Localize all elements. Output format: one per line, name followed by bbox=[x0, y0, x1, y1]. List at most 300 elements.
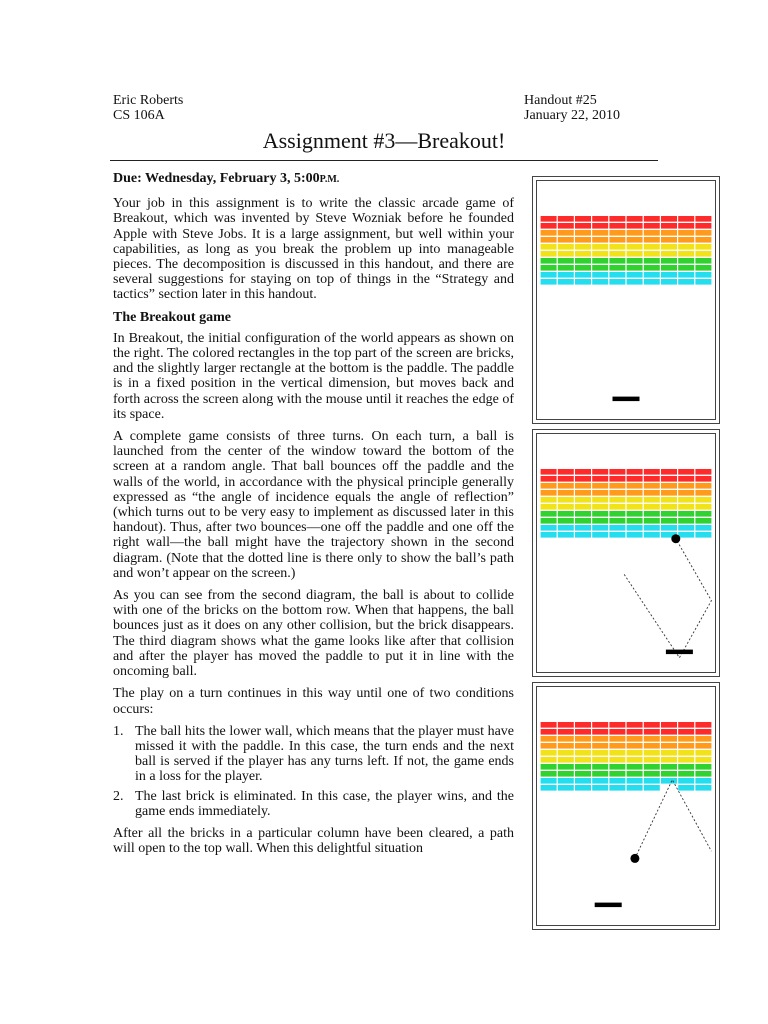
brick bbox=[592, 764, 608, 770]
brick bbox=[575, 743, 591, 749]
brick bbox=[678, 729, 694, 735]
brick bbox=[575, 251, 591, 257]
brick bbox=[592, 483, 608, 489]
brick bbox=[661, 476, 677, 482]
brick bbox=[558, 216, 574, 222]
game-canvas bbox=[537, 434, 715, 672]
brick bbox=[609, 525, 625, 531]
author-name: Eric Roberts bbox=[113, 93, 184, 108]
brick bbox=[575, 722, 591, 728]
brick bbox=[678, 244, 694, 250]
brick bbox=[575, 736, 591, 742]
brick bbox=[678, 258, 694, 264]
brick bbox=[627, 504, 643, 510]
brick bbox=[678, 237, 694, 243]
brick bbox=[558, 237, 574, 243]
brick bbox=[592, 743, 608, 749]
brick bbox=[541, 504, 557, 510]
brick bbox=[541, 237, 557, 243]
brick bbox=[644, 223, 660, 229]
brick bbox=[541, 216, 557, 222]
brick bbox=[661, 230, 677, 236]
brick bbox=[575, 223, 591, 229]
brick bbox=[678, 778, 694, 784]
brick bbox=[695, 265, 711, 271]
brick bbox=[695, 476, 711, 482]
list-number: 1. bbox=[113, 723, 124, 739]
brick bbox=[644, 729, 660, 735]
brick bbox=[541, 736, 557, 742]
list-text: The ball hits the lower wall, which means that the player must have missed it with the paddle. In this case, the turn ends and the next ball is served if the player has any turns left. If not, the game ends in a loss for the player. bbox=[135, 723, 514, 785]
diagram-frame bbox=[536, 180, 716, 420]
brick bbox=[592, 532, 608, 538]
brick bbox=[575, 518, 591, 524]
brick bbox=[695, 490, 711, 496]
brick bbox=[575, 511, 591, 517]
brick bbox=[541, 532, 557, 538]
paddle bbox=[666, 650, 693, 655]
brick bbox=[575, 230, 591, 236]
brick bbox=[592, 244, 608, 250]
brick bbox=[558, 251, 574, 257]
brick bbox=[661, 237, 677, 243]
brick bbox=[627, 511, 643, 517]
brick bbox=[644, 272, 660, 278]
title-divider bbox=[110, 160, 658, 161]
brick bbox=[541, 525, 557, 531]
brick bbox=[558, 736, 574, 742]
brick bbox=[592, 279, 608, 285]
brick bbox=[627, 778, 643, 784]
brick bbox=[558, 504, 574, 510]
brick bbox=[627, 490, 643, 496]
course-code: CS 106A bbox=[113, 108, 165, 123]
brick bbox=[575, 244, 591, 250]
brick bbox=[627, 750, 643, 756]
brick bbox=[661, 511, 677, 517]
brick bbox=[541, 518, 557, 524]
brick bbox=[678, 785, 694, 791]
brick bbox=[661, 469, 677, 475]
brick bbox=[627, 525, 643, 531]
ball-path bbox=[635, 780, 712, 859]
brick bbox=[541, 272, 557, 278]
list-item bbox=[113, 724, 514, 785]
brick bbox=[627, 743, 643, 749]
brick bbox=[627, 237, 643, 243]
brick bbox=[609, 265, 625, 271]
brick bbox=[609, 729, 625, 735]
brick bbox=[661, 258, 677, 264]
brick bbox=[661, 251, 677, 257]
brick bbox=[592, 272, 608, 278]
brick bbox=[609, 504, 625, 510]
brick bbox=[592, 722, 608, 728]
brick bbox=[695, 279, 711, 285]
brick bbox=[609, 778, 625, 784]
brick bbox=[558, 497, 574, 503]
brick bbox=[627, 258, 643, 264]
brick bbox=[661, 743, 677, 749]
brick bbox=[644, 230, 660, 236]
brick bbox=[644, 743, 660, 749]
brick bbox=[661, 729, 677, 735]
list-item bbox=[113, 789, 514, 819]
brick bbox=[627, 272, 643, 278]
brick bbox=[695, 511, 711, 517]
brick bbox=[644, 237, 660, 243]
brick bbox=[661, 490, 677, 496]
brick bbox=[695, 518, 711, 524]
brick bbox=[558, 490, 574, 496]
brick bbox=[558, 272, 574, 278]
brick bbox=[541, 476, 557, 482]
brick bbox=[644, 764, 660, 770]
brick bbox=[695, 230, 711, 236]
game-canvas bbox=[537, 181, 715, 419]
diagram-frame bbox=[536, 433, 716, 673]
brick bbox=[678, 230, 694, 236]
brick bbox=[592, 216, 608, 222]
paddle bbox=[595, 903, 622, 908]
due-date bbox=[113, 171, 514, 187]
ball-path bbox=[624, 539, 711, 658]
brick bbox=[541, 497, 557, 503]
brick bbox=[661, 265, 677, 271]
brick bbox=[661, 525, 677, 531]
brick bbox=[644, 476, 660, 482]
brick bbox=[644, 504, 660, 510]
brick bbox=[644, 736, 660, 742]
ball bbox=[630, 854, 639, 863]
brick bbox=[592, 504, 608, 510]
brick bbox=[661, 483, 677, 489]
header-right bbox=[524, 93, 620, 123]
brick bbox=[575, 272, 591, 278]
brick bbox=[592, 230, 608, 236]
brick bbox=[627, 216, 643, 222]
brick bbox=[558, 265, 574, 271]
brick bbox=[575, 532, 591, 538]
brick bbox=[678, 265, 694, 271]
brick bbox=[627, 518, 643, 524]
brick bbox=[661, 771, 677, 777]
brick bbox=[575, 216, 591, 222]
brick bbox=[558, 279, 574, 285]
brick bbox=[678, 771, 694, 777]
brick bbox=[695, 469, 711, 475]
brick bbox=[592, 518, 608, 524]
brick bbox=[609, 518, 625, 524]
brick bbox=[575, 750, 591, 756]
brick bbox=[558, 785, 574, 791]
brick bbox=[558, 771, 574, 777]
brick bbox=[644, 244, 660, 250]
brick bbox=[644, 525, 660, 531]
brick bbox=[592, 223, 608, 229]
brick bbox=[541, 258, 557, 264]
brick bbox=[695, 757, 711, 763]
brick bbox=[575, 483, 591, 489]
brick bbox=[541, 279, 557, 285]
brick bbox=[627, 764, 643, 770]
brick bbox=[541, 743, 557, 749]
brick bbox=[644, 757, 660, 763]
brick bbox=[695, 223, 711, 229]
brick bbox=[558, 230, 574, 236]
brick bbox=[541, 251, 557, 257]
brick bbox=[558, 532, 574, 538]
brick bbox=[575, 497, 591, 503]
brick bbox=[678, 757, 694, 763]
brick bbox=[695, 244, 711, 250]
brick bbox=[575, 785, 591, 791]
brick bbox=[609, 223, 625, 229]
brick bbox=[661, 272, 677, 278]
brick bbox=[661, 504, 677, 510]
brick bbox=[592, 750, 608, 756]
paragraph-game-turns: A complete game consists of three turns. On each turn, a ball is launched from the center of the window toward the bottom of the screen at a random angle. That ball bounces off the paddle and the walls of the world, in accordance with the physical principle generally expressed as “the angle of incidence equals the angle of reflection” (which turns out to be very easy to implement as discussed later in this handout). Thus, after two bounces—one off the paddle and one off the right wall—the ball might have the trajectory shown in the second diagram. (Note that the dotted line is there only to show the ball’s path and won’t appear on the screen.) bbox=[113, 429, 514, 581]
brick bbox=[592, 251, 608, 257]
brick bbox=[541, 729, 557, 735]
brick bbox=[627, 476, 643, 482]
brick bbox=[575, 778, 591, 784]
brick bbox=[661, 279, 677, 285]
breakout-diagram-initial bbox=[532, 176, 720, 424]
brick bbox=[575, 771, 591, 777]
brick bbox=[575, 265, 591, 271]
brick bbox=[644, 258, 660, 264]
brick bbox=[695, 764, 711, 770]
diagram-frame bbox=[536, 686, 716, 926]
brick bbox=[627, 532, 643, 538]
brick bbox=[558, 525, 574, 531]
brick bbox=[592, 771, 608, 777]
brick bbox=[678, 272, 694, 278]
brick bbox=[678, 251, 694, 257]
brick bbox=[558, 511, 574, 517]
brick bbox=[644, 469, 660, 475]
brick bbox=[695, 251, 711, 257]
brick bbox=[541, 469, 557, 475]
conditions-list bbox=[113, 724, 514, 819]
brick bbox=[575, 764, 591, 770]
brick bbox=[541, 244, 557, 250]
brick bbox=[695, 750, 711, 756]
brick bbox=[609, 785, 625, 791]
brick bbox=[678, 216, 694, 222]
brick bbox=[558, 722, 574, 728]
brick bbox=[695, 504, 711, 510]
intro-paragraph: Your job in this assignment is to write the classic arcade game of Breakout, which was invented by Steve Wozniak before he founded Apple with Steve Jobs. It is a large assignment, but well within your capabilities, as long as you break the problem up into manageable pieces. The decomposition is discussed in this handout, and there are several suggestions for staying on top of things in the “Strategy and tactics” section later in this handout. bbox=[113, 196, 514, 303]
brick bbox=[627, 230, 643, 236]
brick bbox=[575, 490, 591, 496]
brick bbox=[592, 258, 608, 264]
brick bbox=[575, 729, 591, 735]
brick bbox=[541, 750, 557, 756]
paragraph-collision: As you can see from the second diagram, the ball is about to collide with one of the bricks on the bottom row. When that happens, the ball bounces just as it does on any other collision, but the brick disappears. The third diagram shows what the game looks like after that collision and after the player has moved the paddle to put it in line with the oncoming ball. bbox=[113, 588, 514, 680]
header-left bbox=[113, 93, 183, 123]
brick bbox=[558, 258, 574, 264]
brick bbox=[609, 736, 625, 742]
brick bbox=[627, 251, 643, 257]
brick bbox=[558, 469, 574, 475]
brick bbox=[592, 490, 608, 496]
brick bbox=[678, 722, 694, 728]
brick bbox=[678, 469, 694, 475]
brick bbox=[609, 469, 625, 475]
brick bbox=[609, 230, 625, 236]
paragraph-path-open: After all the bricks in a particular column have been cleared, a path will open to the top wall. When this delightful situation bbox=[113, 825, 514, 857]
brick bbox=[644, 251, 660, 257]
brick bbox=[541, 764, 557, 770]
brick bbox=[644, 490, 660, 496]
ball bbox=[671, 534, 680, 543]
brick bbox=[644, 279, 660, 285]
brick bbox=[695, 272, 711, 278]
brick bbox=[609, 750, 625, 756]
brick bbox=[661, 216, 677, 222]
brick bbox=[609, 743, 625, 749]
brick bbox=[644, 497, 660, 503]
brick bbox=[678, 736, 694, 742]
handout-number: Handout #25 bbox=[524, 93, 597, 108]
brick bbox=[609, 237, 625, 243]
brick bbox=[695, 729, 711, 735]
brick bbox=[678, 764, 694, 770]
brick bbox=[575, 757, 591, 763]
brick bbox=[678, 750, 694, 756]
page-title: Assignment #3—Breakout! bbox=[262, 128, 506, 153]
brick bbox=[627, 483, 643, 489]
game-canvas bbox=[537, 687, 715, 925]
brick bbox=[558, 476, 574, 482]
brick bbox=[627, 771, 643, 777]
brick bbox=[644, 511, 660, 517]
brick bbox=[558, 757, 574, 763]
brick bbox=[558, 223, 574, 229]
breakout-diagram-collision bbox=[532, 682, 720, 930]
brick bbox=[644, 265, 660, 271]
brick bbox=[695, 497, 711, 503]
brick bbox=[575, 279, 591, 285]
brick bbox=[678, 497, 694, 503]
brick bbox=[695, 771, 711, 777]
brick bbox=[609, 258, 625, 264]
brick bbox=[541, 785, 557, 791]
brick bbox=[695, 785, 711, 791]
brick bbox=[592, 729, 608, 735]
brick bbox=[627, 244, 643, 250]
section-heading: The Breakout game bbox=[113, 309, 231, 325]
brick bbox=[661, 736, 677, 742]
brick bbox=[695, 483, 711, 489]
brick bbox=[541, 771, 557, 777]
brick bbox=[644, 771, 660, 777]
brick bbox=[678, 504, 694, 510]
brick bbox=[609, 771, 625, 777]
brick bbox=[541, 483, 557, 489]
brick bbox=[541, 778, 557, 784]
brick bbox=[644, 750, 660, 756]
brick bbox=[644, 785, 660, 791]
brick bbox=[695, 525, 711, 531]
brick bbox=[575, 476, 591, 482]
brick bbox=[661, 722, 677, 728]
brick bbox=[592, 511, 608, 517]
brick bbox=[609, 279, 625, 285]
brick bbox=[678, 511, 694, 517]
brick bbox=[627, 722, 643, 728]
brick bbox=[644, 518, 660, 524]
brick bbox=[661, 497, 677, 503]
brick bbox=[678, 525, 694, 531]
brick bbox=[661, 244, 677, 250]
brick bbox=[609, 483, 625, 489]
due-label: Due: Wednesday, February 3, 5:00 bbox=[113, 171, 320, 186]
brick bbox=[661, 778, 677, 784]
brick bbox=[592, 525, 608, 531]
brick bbox=[575, 504, 591, 510]
brick bbox=[541, 490, 557, 496]
brick bbox=[592, 785, 608, 791]
text-column bbox=[113, 171, 514, 863]
list-number: 2. bbox=[113, 788, 124, 804]
brick bbox=[627, 729, 643, 735]
brick bbox=[592, 778, 608, 784]
list-text: The last brick is eliminated. In this case, the player wins, and the game ends immediately. bbox=[135, 788, 514, 819]
brick bbox=[644, 483, 660, 489]
brick bbox=[558, 729, 574, 735]
brick bbox=[695, 532, 711, 538]
paragraph-initial-config: In Breakout, the initial configuration of the world appears as shown on the right. The colored rectangles in the top part of the screen are bricks, and the slightly larger rectangle at the bottom is the paddle. The paddle is in a fixed position in the vertical dimension, but moves back and forth across the screen along with the mouse until it reaches the edge of its space. bbox=[113, 330, 514, 422]
brick bbox=[609, 497, 625, 503]
brick bbox=[541, 223, 557, 229]
brick bbox=[609, 251, 625, 257]
brick bbox=[695, 778, 711, 784]
brick bbox=[678, 483, 694, 489]
brick bbox=[541, 722, 557, 728]
brick bbox=[609, 722, 625, 728]
brick bbox=[609, 511, 625, 517]
brick bbox=[695, 722, 711, 728]
brick bbox=[541, 757, 557, 763]
brick bbox=[609, 476, 625, 482]
brick bbox=[661, 518, 677, 524]
brick bbox=[592, 736, 608, 742]
brick bbox=[678, 518, 694, 524]
brick bbox=[627, 279, 643, 285]
brick bbox=[627, 736, 643, 742]
brick bbox=[558, 743, 574, 749]
brick bbox=[558, 518, 574, 524]
brick bbox=[644, 778, 660, 784]
brick bbox=[678, 490, 694, 496]
brick bbox=[609, 764, 625, 770]
paddle bbox=[613, 397, 640, 402]
brick bbox=[575, 237, 591, 243]
brick bbox=[678, 476, 694, 482]
brick bbox=[609, 244, 625, 250]
brick bbox=[644, 532, 660, 538]
brick bbox=[678, 532, 694, 538]
brick bbox=[644, 216, 660, 222]
brick bbox=[627, 469, 643, 475]
brick bbox=[592, 497, 608, 503]
brick bbox=[592, 265, 608, 271]
brick bbox=[627, 223, 643, 229]
brick bbox=[592, 469, 608, 475]
